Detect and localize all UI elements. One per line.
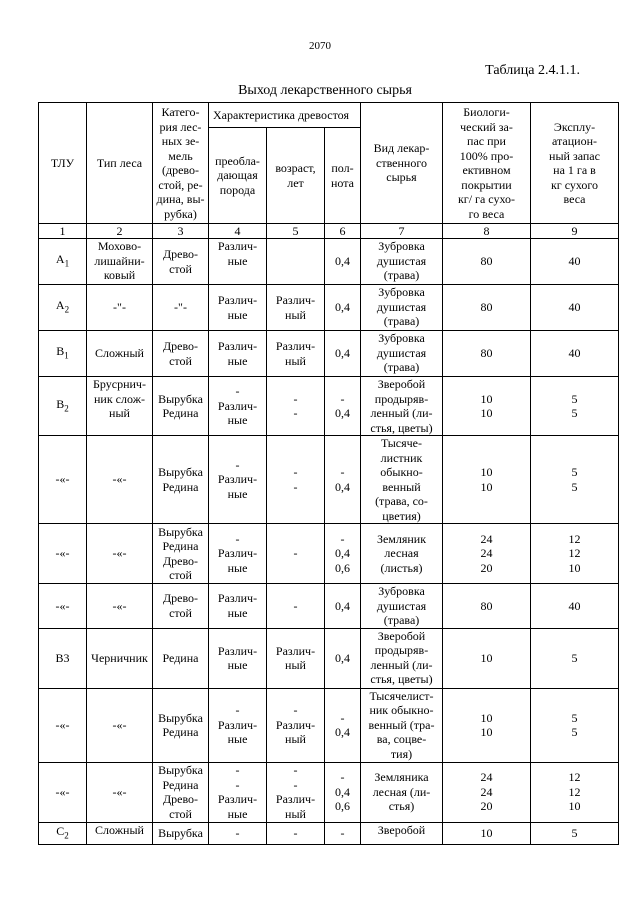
column-number: 2 [87, 224, 153, 239]
cell-density: - 0,4 [325, 688, 361, 762]
table-label: Таблица 2.4.1.1. [485, 63, 580, 78]
cell-land-category: Древо- стой [153, 584, 209, 629]
cell-land-category: Вырубка Редина [153, 377, 209, 436]
cell-forest-type: -"- [87, 285, 153, 331]
tlu-subscript: 2 [64, 304, 70, 315]
table-row [39, 762, 619, 822]
cell-land-category: -"- [153, 285, 209, 331]
cell-forest-type: -«- [87, 524, 153, 584]
cell-tlu [39, 822, 87, 844]
cell-bio-stock: 80 [443, 239, 531, 285]
table-row [39, 524, 619, 584]
table-row [39, 331, 619, 377]
column-number: 5 [267, 224, 325, 239]
cell-bio-stock: 10 10 [443, 377, 531, 436]
table-row [39, 822, 619, 844]
cell-exploit-stock: 5 5 [531, 377, 619, 436]
cell-age: - [267, 584, 325, 629]
header-age [267, 128, 325, 224]
cell-density: 0,4 [325, 584, 361, 629]
cell-density: - 0,4 0,6 [325, 524, 361, 584]
column-number: 9 [531, 224, 619, 239]
tlu-code: -«- [55, 784, 70, 799]
cell-density: - [325, 822, 361, 844]
cell-raw-material: Зверобой продыряв- ленный (ли- стья, цветы) [361, 377, 443, 436]
tlu-subscript: 2 [64, 402, 69, 413]
cell-raw-material: Зверобой [361, 822, 443, 844]
tlu-code: В3 [55, 650, 70, 665]
cell-raw-material: Земляник лесная (листья) [361, 524, 443, 584]
tlu-code: А [55, 298, 65, 313]
page-number: 2070 [309, 40, 331, 52]
cell-dominant-species: - Различ- ные [209, 688, 267, 762]
tlu-code: -«- [55, 546, 70, 561]
cell-land-category: Вырубка Редина [153, 436, 209, 524]
cell-bio-stock: 10 10 [443, 688, 531, 762]
cell-land-category: Древо- стой [153, 331, 209, 377]
cell-raw-material: Тысяче- листник обыкно- венный (трава, со- цветия) [361, 436, 443, 524]
cell-density: 0,4 [325, 285, 361, 331]
cell-bio-stock: 10 [443, 628, 531, 688]
table-row [39, 688, 619, 762]
cell-bio-stock: 24 24 20 [443, 762, 531, 822]
cell-exploit-stock: 40 [531, 584, 619, 629]
tlu-subscript: 1 [64, 258, 70, 269]
cell-density: - 0,4 [325, 377, 361, 436]
cell-raw-material: Тысячелист- ник обыкно- венный (тра- ва, соцве- тия) [361, 688, 443, 762]
cell-tlu [39, 331, 87, 377]
cell-age: Различ- ный [267, 285, 325, 331]
header-tlu: ТЛУ [39, 103, 87, 224]
table-row [39, 239, 619, 285]
cell-raw-material: Земляника лесная (ли- стья) [361, 762, 443, 822]
cell-age: - [267, 822, 325, 844]
cell-exploit-stock: 40 [531, 285, 619, 331]
cell-land-category: Древо- стой [153, 239, 209, 285]
cell-density: 0,4 [325, 331, 361, 377]
cell-bio-stock: 80 [443, 331, 531, 377]
cell-forest-type: Черничник [87, 628, 153, 688]
tlu-code: -«- [55, 472, 70, 487]
cell-dominant-species: - Различ- ные [209, 524, 267, 584]
header-dominant-species [209, 128, 267, 224]
cell-tlu [39, 628, 87, 688]
cell-bio-stock: 80 [443, 285, 531, 331]
cell-dominant-species: Различ- ные [209, 584, 267, 629]
cell-tlu [39, 436, 87, 524]
cell-bio-stock: 80 [443, 584, 531, 629]
cell-density: 0,4 [325, 239, 361, 285]
cell-age: - - [267, 436, 325, 524]
cell-raw-material: Зверобой продыряв- ленный (ли- стья, цветы) [361, 628, 443, 688]
cell-age: - [267, 524, 325, 584]
cell-tlu [39, 584, 87, 629]
table-row [39, 436, 619, 524]
tlu-subscript: 2 [64, 829, 69, 840]
cell-forest-type: Сложный [87, 331, 153, 377]
cell-exploit-stock: 5 [531, 822, 619, 844]
header-density [325, 128, 361, 224]
cell-land-category: Редина [153, 628, 209, 688]
cell-raw-material: Зубровка душистая (трава) [361, 239, 443, 285]
cell-dominant-species: Различ- ные [209, 628, 267, 688]
header-bio-stock [443, 103, 531, 224]
tlu-subscript: 1 [64, 350, 69, 361]
column-number: 6 [325, 224, 361, 239]
cell-dominant-species: Различ- ные [209, 285, 267, 331]
cell-forest-type: Сложный [87, 822, 153, 844]
column-number: 1 [39, 224, 87, 239]
cell-forest-type: -«- [87, 762, 153, 822]
tlu-code: В [56, 396, 65, 411]
cell-age: - - [267, 377, 325, 436]
cell-tlu [39, 377, 87, 436]
cell-age: Различ- ный [267, 628, 325, 688]
cell-density: - 0,4 0,6 [325, 762, 361, 822]
table-row [39, 628, 619, 688]
cell-age: - - Различ- ный [267, 762, 325, 822]
cell-dominant-species: - Различ- ные [209, 436, 267, 524]
column-number: 4 [209, 224, 267, 239]
cell-exploit-stock: 5 [531, 628, 619, 688]
header-land-category-text: Катего- рия лес- ных зе- мель (древо- стой, ре- дина, вы- рубка) [156, 105, 205, 221]
cell-age [267, 239, 325, 285]
cell-land-category: Вырубка Редина Древо- стой [153, 762, 209, 822]
cell-raw-material: Зубровка душистая (трава) [361, 584, 443, 629]
header-raw-material [361, 103, 443, 224]
cell-exploit-stock: 40 [531, 239, 619, 285]
cell-bio-stock: 24 24 20 [443, 524, 531, 584]
cell-density: 0,4 [325, 628, 361, 688]
header-density-text: пол- нота [331, 161, 354, 190]
cell-dominant-species: - Различ- ные [209, 377, 267, 436]
header-stand-characteristic: Характеристика древостоя [209, 103, 361, 128]
cell-forest-type: -«- [87, 584, 153, 629]
cell-exploit-stock: 12 12 10 [531, 762, 619, 822]
cell-density: - 0,4 [325, 436, 361, 524]
cell-age: - Различ- ный [267, 688, 325, 762]
cell-forest-type: -«- [87, 688, 153, 762]
cell-exploit-stock: 5 5 [531, 436, 619, 524]
column-number: 8 [443, 224, 531, 239]
cell-raw-material: Зубровка душистая (трава) [361, 285, 443, 331]
cell-exploit-stock: 5 5 [531, 688, 619, 762]
tlu-code: В [56, 344, 65, 359]
header-raw-material-text: Вид лекар- ственного сырья [373, 141, 430, 185]
cell-bio-stock: 10 10 [443, 436, 531, 524]
cell-exploit-stock: 40 [531, 331, 619, 377]
cell-exploit-stock: 12 12 10 [531, 524, 619, 584]
header-dominant-species-text: преобла- дающая порода [215, 153, 260, 197]
raw-material-table [38, 102, 619, 845]
tlu-code: -«- [55, 717, 70, 732]
cell-land-category: Вырубка [153, 822, 209, 844]
cell-dominant-species: Различ- ные [209, 331, 267, 377]
table-row [39, 584, 619, 629]
tlu-code: А [55, 252, 65, 267]
header-exploit-stock [531, 103, 619, 224]
cell-land-category: Вырубка Редина [153, 688, 209, 762]
cell-forest-type: -«- [87, 436, 153, 524]
tlu-code: С [56, 823, 65, 838]
cell-land-category: Вырубка Редина Древо- стой [153, 524, 209, 584]
cell-dominant-species: Различ- ные [209, 239, 267, 285]
header-bio-stock-text: Биологи- ческий за- пас при 100% про- ективном покрытии кг/ га сухо- го веса [457, 105, 516, 221]
table-row [39, 285, 619, 331]
header-land-category [153, 103, 209, 224]
cell-tlu [39, 285, 87, 331]
header-age-text: возраст, лет [275, 161, 316, 190]
cell-raw-material: Зубровка душистая (трава) [361, 331, 443, 377]
column-number: 7 [361, 224, 443, 239]
column-number: 3 [153, 224, 209, 239]
cell-forest-type: Брусрнич- ник слож- ный [87, 377, 153, 436]
cell-bio-stock: 10 [443, 822, 531, 844]
header-exploit-stock-text: Эксплу- атацион- ный запас на 1 га в кг сухого веса [549, 119, 600, 206]
cell-dominant-species: - [209, 822, 267, 844]
cell-dominant-species: - - Различ- ные [209, 762, 267, 822]
cell-tlu [39, 239, 87, 285]
cell-tlu [39, 524, 87, 584]
table-row [39, 377, 619, 436]
table-title: Выход лекарственного сырья [238, 83, 412, 98]
header-forest-type: Тип леса [87, 103, 153, 224]
cell-tlu [39, 688, 87, 762]
cell-age: Различ- ный [267, 331, 325, 377]
tlu-code: -«- [55, 598, 70, 613]
column-number-row [39, 224, 619, 239]
cell-tlu [39, 762, 87, 822]
cell-forest-type: Мохово- лишайни- ковый [87, 239, 153, 285]
